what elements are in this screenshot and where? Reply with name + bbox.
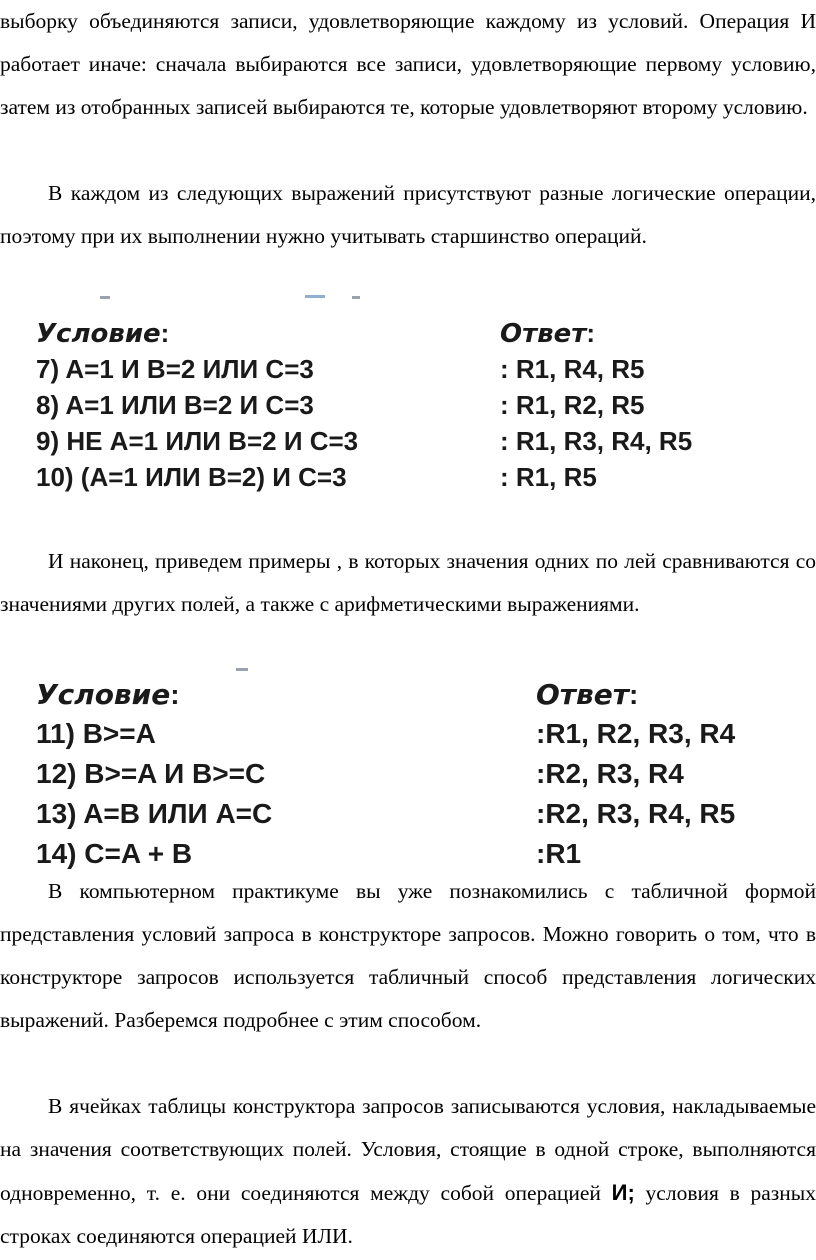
condition-cell: 9) НЕ A=1 ИЛИ B=2 И C=3 — [36, 426, 359, 456]
table-row — [0, 426, 816, 462]
paragraph-5-text: В ячейках таблицы конструктора запросов записываются условия, накладываемые на значения соответствующих полей. Условия, стоящие в одной строке, выполняются одновременно, т. е. они соединяются между собой операцией — [0, 1094, 816, 1205]
table-header — [0, 678, 816, 718]
answer-cell: : R1, R4, R5 — [500, 354, 645, 384]
answer-header: Ответ — [500, 319, 587, 349]
condition-cell: 7) A=1 И B=2 ИЛИ C=3 — [36, 354, 314, 384]
header-colon: : — [160, 318, 170, 348]
header-colon: : — [586, 318, 595, 348]
table-row — [0, 390, 816, 426]
table-row — [0, 462, 816, 498]
paragraph-5 — [0, 1085, 816, 1258]
paragraph-3: И наконец, приведем примеры , в которых значения одних по лей сравниваются со значениями других полей, а также с арифметическими выражениями. — [0, 549, 816, 616]
condition-cell: 12) B>=A И B>=C — [36, 758, 266, 789]
table-row — [0, 718, 816, 758]
answer-cell: :R1, R2, R3, R4 — [536, 718, 736, 749]
header-colon: : — [628, 679, 639, 710]
conditions-table-2 — [0, 678, 816, 878]
scan-artifact — [236, 668, 248, 671]
paragraph-4: В компьютерном практикуме вы уже познакомились с табличной формой представления условий запроса в конструкторе запросов. Можно говорить о том, что в конструкторе запросов используется табличный способ представления логических выражений. Разберемся подробнее с этим способом. — [0, 879, 816, 1032]
answer-header: Ответ — [536, 678, 629, 711]
condition-cell: 8) A=1 ИЛИ B=2 И C=3 — [36, 390, 314, 420]
table-row — [0, 798, 816, 838]
answer-cell: :R2, R3, R4, R5 — [536, 798, 736, 829]
scan-artifact — [352, 296, 360, 299]
table-row — [0, 758, 816, 798]
operation-and: И; — [611, 1180, 635, 1205]
condition-cell: 11) B>=A — [36, 718, 156, 749]
scan-artifact — [305, 295, 325, 298]
condition-cell: 14) C=A + B — [36, 838, 193, 869]
answer-cell: : R1, R2, R5 — [500, 390, 645, 420]
answer-cell: : R1, R3, R4, R5 — [500, 426, 693, 456]
paragraph-5-text-end: условия в разных строках соединяются операцией ИЛИ. — [0, 1181, 816, 1248]
conditions-table-1 — [0, 318, 816, 508]
header-colon: : — [170, 679, 180, 710]
scan-artifact — [100, 296, 110, 299]
answer-cell: : R1, R5 — [500, 462, 597, 492]
table-header — [0, 318, 816, 354]
condition-cell: 10) (A=1 ИЛИ B=2) И C=3 — [36, 462, 347, 492]
answer-cell: :R1 — [536, 838, 582, 869]
paragraph-1: выборку объединяются записи, удовлетворяющие каждому из условий. Операция И работает иначе: сначала выбираются все записи, удовлетворяющие первому условию, затем из отобранных записей выбираются те, которые удовлетворяют второму условию. — [0, 9, 816, 119]
table-row — [0, 354, 816, 390]
condition-header: Условие — [36, 319, 161, 349]
condition-header: Условие — [36, 678, 171, 711]
condition-cell: 13) A=B ИЛИ A=C — [36, 798, 273, 829]
paragraph-2: В каждом из следующих выражений присутствуют разные логические операции, поэтому при их выполнении нужно учитывать старшинство операций. — [0, 181, 816, 248]
answer-cell: :R2, R3, R4 — [536, 758, 684, 789]
